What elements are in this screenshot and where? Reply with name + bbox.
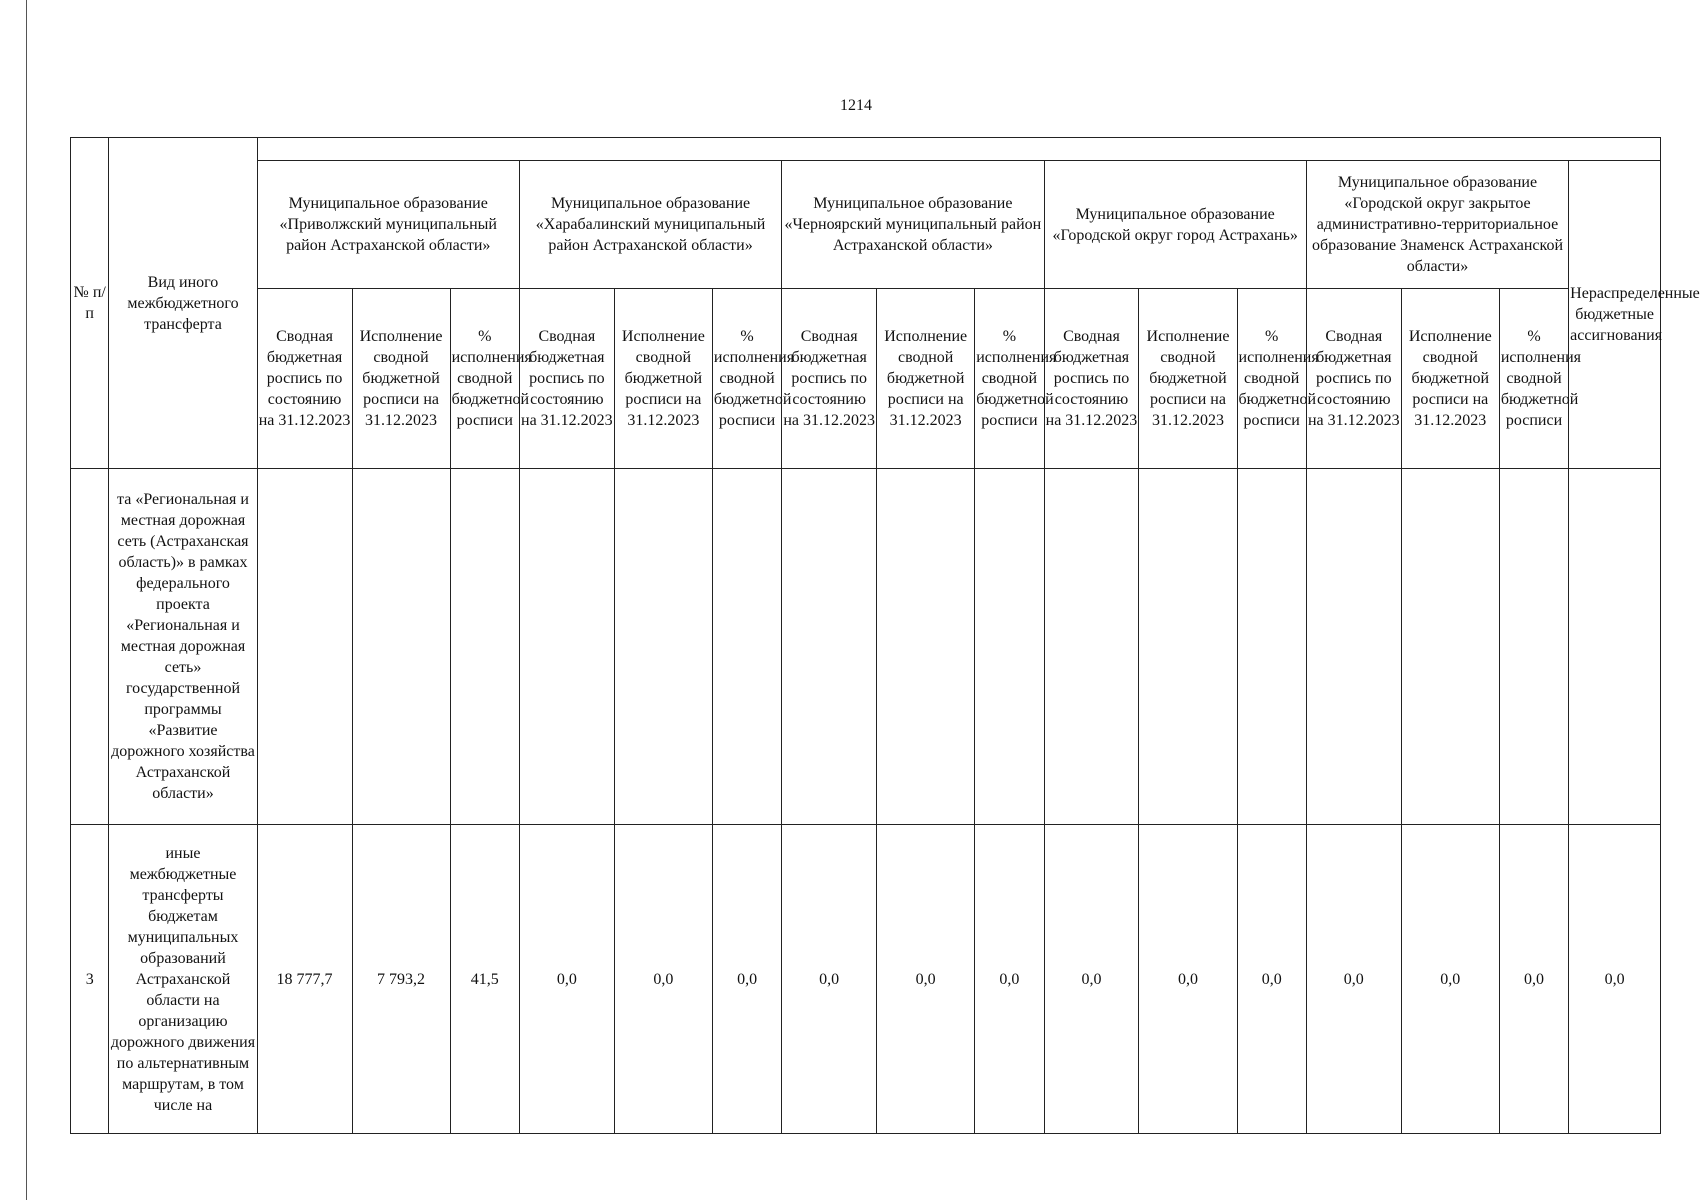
- sub-exec: Исполнение сводной бюджетной росписи на 31.12.2023: [1139, 289, 1237, 469]
- value-cell: [1044, 469, 1139, 825]
- group-kharabalinsky: Муниципальное образование «Харабалинский муниципальный район Астраханской области»: [519, 161, 781, 289]
- value-cell: [1499, 469, 1568, 825]
- value-cell: 0,0: [1569, 825, 1661, 1134]
- sub-plan: Сводная бюджетная роспись по состоянию на 31.12.2023: [519, 289, 614, 469]
- value-cell: [877, 469, 975, 825]
- value-cell: 41,5: [450, 825, 519, 1134]
- header-sub-row: [71, 289, 1661, 469]
- value-cell: 0,0: [782, 825, 877, 1134]
- sub-pct: % исполнения сводной бюджетной росписи: [975, 289, 1044, 469]
- value-cell: [352, 469, 450, 825]
- sub-exec: Исполнение сводной бюджетной росписи на 31.12.2023: [352, 289, 450, 469]
- sub-pct: % исполнения сводной бюджетной росписи: [1237, 289, 1306, 469]
- value-cell: 0,0: [1401, 825, 1499, 1134]
- report-table: [70, 137, 1700, 1134]
- value-cell: 0,0: [614, 825, 712, 1134]
- value-cell: 0,0: [1139, 825, 1237, 1134]
- sub-plan: Сводная бюджетная роспись по состоянию на 31.12.2023: [1044, 289, 1139, 469]
- value-cell: 18 777,7: [257, 825, 352, 1134]
- header-top-row: [71, 138, 1661, 161]
- value-cell: [712, 469, 781, 825]
- value-cell: 0,0: [1499, 825, 1568, 1134]
- table-row: [71, 469, 1661, 825]
- value-cell: 0,0: [1306, 825, 1401, 1134]
- value-cell: [1401, 469, 1499, 825]
- value-cell: [519, 469, 614, 825]
- header-unallocated: Нераспределенные бюджетные ассигнования: [1569, 161, 1661, 469]
- row-text: иные межбюджетные трансферты бюджетам муниципальных образований Астраханской области на организацию дорожного движения по альтернативным маршрутам, в том числе на: [109, 825, 257, 1134]
- sub-plan: Сводная бюджетная роспись по состоянию на 31.12.2023: [1306, 289, 1401, 469]
- sub-plan: Сводная бюджетная роспись по состоянию на 31.12.2023: [257, 289, 352, 469]
- group-znamensk: Муниципальное образование «Городской округ закрытое административно-территориальное образование Знаменск Астраханской области»: [1306, 161, 1568, 289]
- header-num: № п/п: [71, 138, 109, 469]
- sub-pct: % исполнения сводной бюджетной росписи: [1499, 289, 1568, 469]
- value-cell: 0,0: [975, 825, 1044, 1134]
- value-cell: 0,0: [1044, 825, 1139, 1134]
- value-cell: [782, 469, 877, 825]
- group-astrakhan: Муниципальное образование «Городской округ город Астрахань»: [1044, 161, 1306, 289]
- value-cell: 0,0: [877, 825, 975, 1134]
- header-top-band: [257, 138, 1660, 161]
- group-chernoyarsky: Муниципальное образование «Черноярский муниципальный район Астраханской области»: [782, 161, 1044, 289]
- row-text: та «Региональная и местная дорожная сеть (Астраханская область)» в рамках федерального проекта «Региональная и местная дорожная сеть» государственной программы «Развитие дорожного хозяйства Астраханской области»: [109, 469, 257, 825]
- sub-pct: % исполнения сводной бюджетной росписи: [450, 289, 519, 469]
- value-cell: [1237, 469, 1306, 825]
- sub-plan: Сводная бюджетная роспись по состоянию на 31.12.2023: [782, 289, 877, 469]
- value-cell: [1306, 469, 1401, 825]
- row-num: 3: [71, 825, 109, 1134]
- header-group-row: [71, 161, 1661, 289]
- value-cell: 0,0: [712, 825, 781, 1134]
- value-cell: [450, 469, 519, 825]
- sub-pct: % исполнения сводной бюджетной росписи: [712, 289, 781, 469]
- row-num: [71, 469, 109, 825]
- value-cell: 0,0: [519, 825, 614, 1134]
- value-cell: 7 793,2: [352, 825, 450, 1134]
- sub-exec: Исполнение сводной бюджетной росписи на 31.12.2023: [877, 289, 975, 469]
- sub-exec: Исполнение сводной бюджетной росписи на 31.12.2023: [1401, 289, 1499, 469]
- value-cell: [1139, 469, 1237, 825]
- sub-exec: Исполнение сводной бюджетной росписи на 31.12.2023: [614, 289, 712, 469]
- page-number: 1214: [840, 97, 872, 114]
- value-cell: 0,0: [1237, 825, 1306, 1134]
- value-cell: [257, 469, 352, 825]
- table-row: [71, 825, 1661, 1134]
- group-privolzhsky: Муниципальное образование «Приволжский муниципальный район Астраханской области»: [257, 161, 519, 289]
- binding-line: [26, 0, 27, 1200]
- value-cell: [1569, 469, 1661, 825]
- value-cell: [975, 469, 1044, 825]
- value-cell: [614, 469, 712, 825]
- header-transfer-type: Вид иного межбюджетного трансферта: [109, 138, 257, 469]
